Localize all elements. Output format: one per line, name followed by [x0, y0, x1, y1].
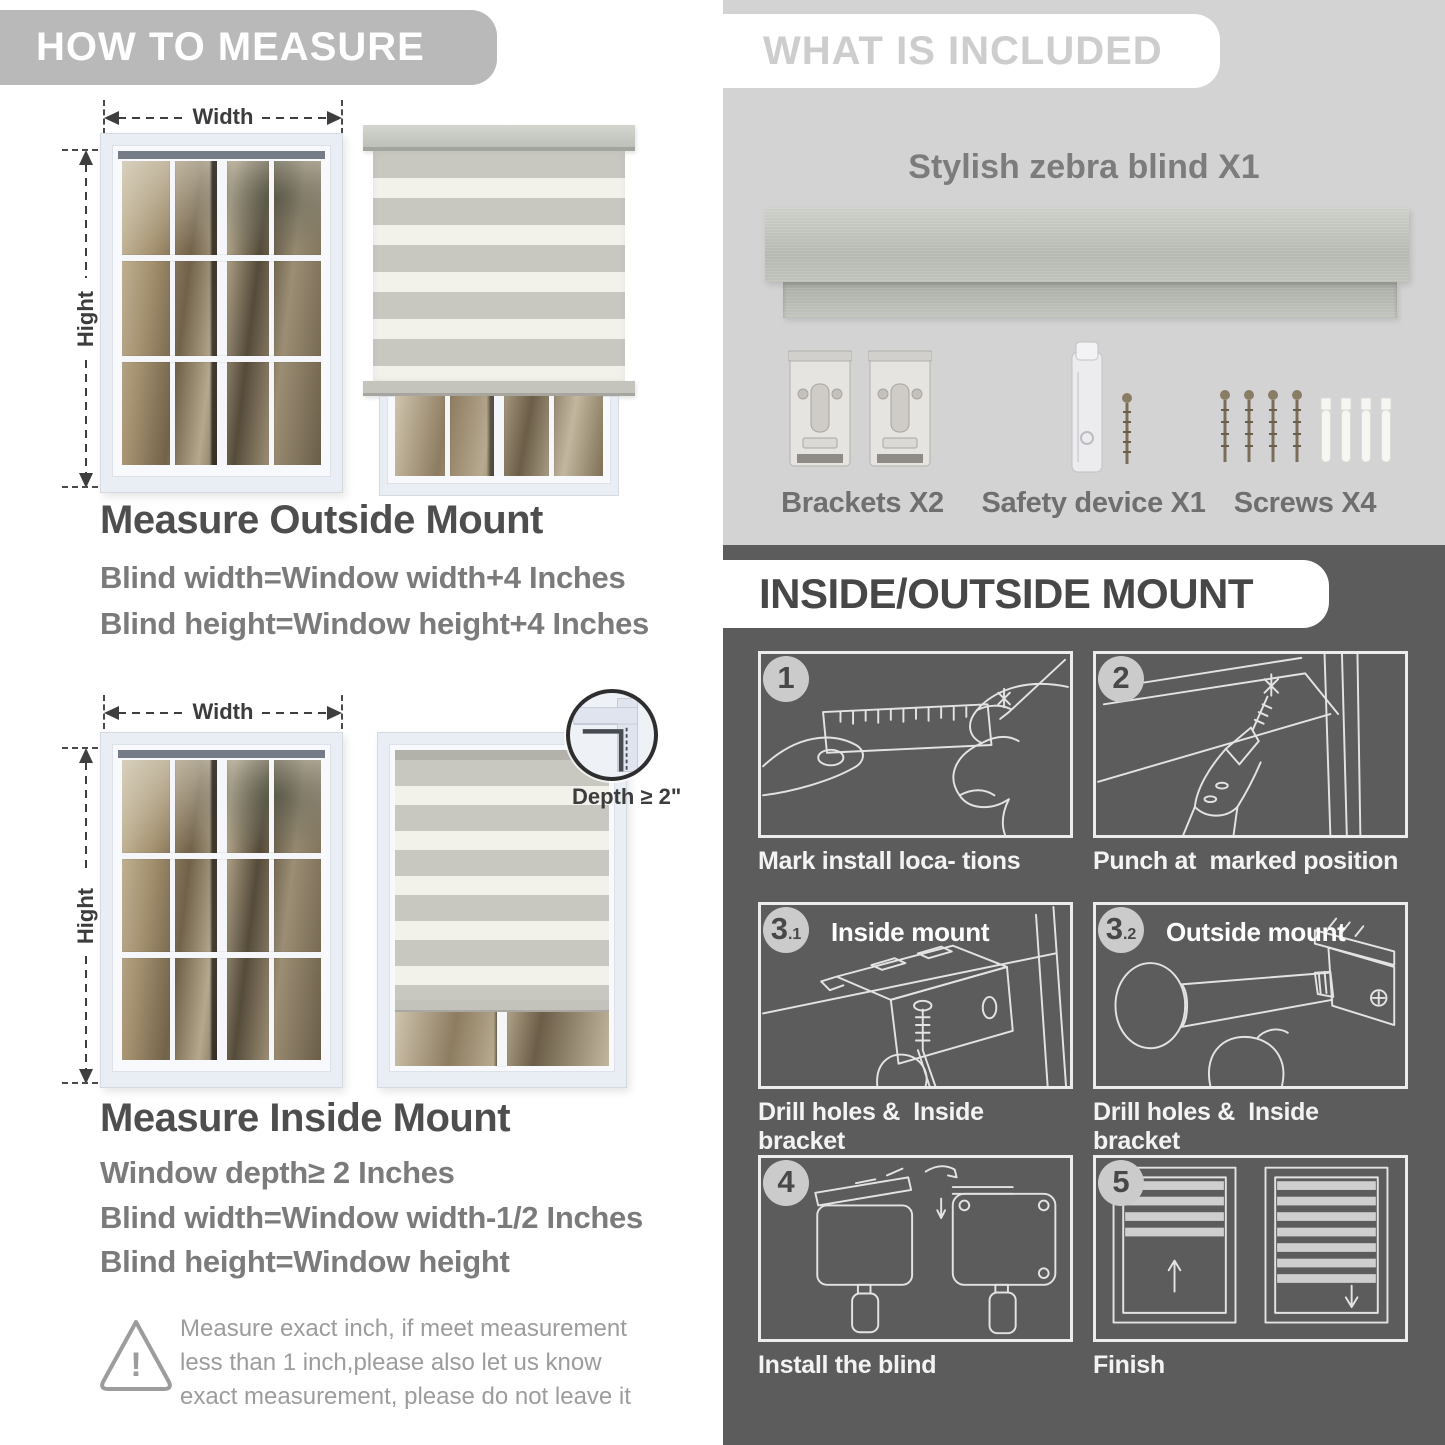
- measure-guide-line: [103, 695, 105, 729]
- screws-label: Screws X4: [1233, 487, 1377, 519]
- width-measure-arrow-inside: [104, 698, 342, 725]
- window-mullion: [445, 396, 450, 476]
- measure-guide-line: [341, 695, 343, 729]
- step-3-2-title: Outside mount: [1166, 917, 1346, 947]
- right-column: [723, 0, 1445, 1445]
- step-badge: 2: [1098, 656, 1144, 702]
- step-badge: 1: [763, 656, 809, 702]
- step-1-panel: [758, 651, 1073, 838]
- width-measure-arrow-outside: [104, 103, 342, 130]
- depth-magnifier-circle: [566, 689, 658, 781]
- how-to-measure-banner: [0, 10, 497, 85]
- window-mullion: [217, 760, 227, 1060]
- safety-device-label: Safety device X1: [981, 487, 1206, 519]
- inside-depth-formula: Window depth≥ 2 Inches: [100, 1155, 455, 1190]
- product-label: Stylish zebra blind X1: [908, 148, 1260, 186]
- step-2-caption: Punch at marked position: [1093, 847, 1399, 875]
- window-photo-outside: [100, 133, 343, 493]
- window-corner-detail-icon: [570, 693, 654, 777]
- inside-width-formula: Blind width=Window width-1/2 Inches: [100, 1200, 643, 1235]
- blind-headrail-lip: [783, 282, 1397, 318]
- step-3-1-caption: Drill holes & Inside bracket: [758, 1098, 991, 1155]
- window-mullion: [122, 356, 321, 362]
- window-mullion: [170, 161, 175, 465]
- inside-mount-title: Measure Inside Mount: [100, 1096, 511, 1140]
- window-mullion: [217, 161, 227, 465]
- screws-icon: [1215, 388, 1307, 470]
- warning-exclamation: !: [130, 1345, 142, 1384]
- bracket-icon: [788, 350, 852, 478]
- window-photo-inside: [100, 732, 343, 1088]
- bracket-icon: [868, 350, 932, 478]
- step-2: [1093, 651, 1408, 876]
- safety-device-icon: [1069, 340, 1105, 476]
- step-3-1-title: Inside mount: [831, 917, 990, 947]
- step-4-caption: Install the blind: [758, 1351, 937, 1379]
- blind-bottom-bar: [395, 1000, 609, 1012]
- window-mullion: [494, 396, 504, 476]
- blind-headrail: [765, 208, 1409, 282]
- step-badge: 3 .2: [1098, 907, 1144, 953]
- window-peek: [379, 396, 619, 496]
- window-top-strip: [118, 151, 325, 159]
- step-3-1-panel: [758, 902, 1073, 1089]
- what-is-included-title: WHAT IS INCLUDED: [763, 28, 1163, 73]
- inside-outside-mount-title: INSIDE/OUTSIDE MOUNT: [759, 570, 1254, 617]
- warning-text: Measure exact inch, if meet measurement less than 1 inch,please also let us know exact measurement, please do not leave it: [180, 1315, 631, 1411]
- step-3-2-panel: [1093, 902, 1408, 1089]
- zebra-blind-outside-mount: [363, 125, 635, 496]
- window-glass: [122, 760, 321, 1060]
- window-mullion: [170, 760, 175, 1060]
- inside-outside-mount-banner: [723, 560, 1329, 628]
- height-label: Hight: [73, 290, 98, 348]
- window-glass: [395, 1012, 609, 1066]
- step-badge: 3 .1: [763, 907, 809, 953]
- step-badge: 4: [763, 1160, 809, 1206]
- depth-label: Depth ≥ 2": [572, 784, 682, 809]
- step-3-2-caption: Drill holes & Inside bracket: [1093, 1098, 1326, 1155]
- window-sash: [387, 396, 611, 484]
- height-measure-arrow-outside: [74, 150, 98, 488]
- step-2-panel: [1093, 651, 1408, 838]
- blind-cassette: [363, 125, 635, 151]
- window-mullion: [122, 952, 321, 958]
- step-3-1: [758, 902, 1073, 1156]
- outside-mount-title: Measure Outside Mount: [100, 498, 543, 542]
- step-4: [758, 1155, 1073, 1380]
- height-measure-arrow-inside: [74, 748, 98, 1084]
- what-is-included-banner: [723, 14, 1220, 88]
- blind-stripes: [373, 151, 625, 381]
- window-mullion: [122, 853, 321, 859]
- how-to-measure-title: HOW TO MEASURE: [36, 25, 425, 69]
- height-label: Hight: [73, 887, 98, 945]
- window-mullion: [122, 255, 321, 261]
- window-mullion: [549, 396, 554, 476]
- wall-anchors-icon: [1317, 396, 1397, 468]
- step-5-caption: Finish: [1093, 1351, 1165, 1379]
- screw-icon: [1119, 392, 1135, 472]
- outside-height-formula: Blind height=Window height+4 Inches: [100, 606, 649, 641]
- window-glass: [122, 161, 321, 465]
- outside-width-formula: Blind width=Window width+4 Inches: [100, 560, 626, 595]
- step-1-caption: Mark install loca- tions: [758, 847, 1021, 875]
- width-label: Width: [192, 103, 254, 129]
- measure-guide-line: [103, 100, 105, 134]
- what-is-included-section: [723, 0, 1445, 545]
- brackets-label: Brackets X2: [781, 487, 944, 519]
- step-3-2: [1093, 902, 1408, 1156]
- width-label: Width: [192, 698, 254, 724]
- window-mullion: [269, 760, 274, 1060]
- step-5-panel: [1093, 1155, 1408, 1342]
- measure-guide-line: [341, 100, 343, 134]
- blind-bottom-bar: [363, 381, 635, 396]
- window-top-strip: [118, 750, 325, 758]
- window-sash: [112, 145, 331, 477]
- step-1: [758, 651, 1073, 876]
- step-5: [1093, 1155, 1408, 1380]
- window-glass: [395, 396, 603, 476]
- window-mullion: [269, 161, 274, 465]
- step-4-panel: [758, 1155, 1073, 1342]
- window-sash: [112, 744, 331, 1072]
- step-badge: 5: [1098, 1160, 1144, 1206]
- inside-height-formula: Blind height=Window height: [100, 1244, 510, 1279]
- window-mullion: [497, 1012, 507, 1066]
